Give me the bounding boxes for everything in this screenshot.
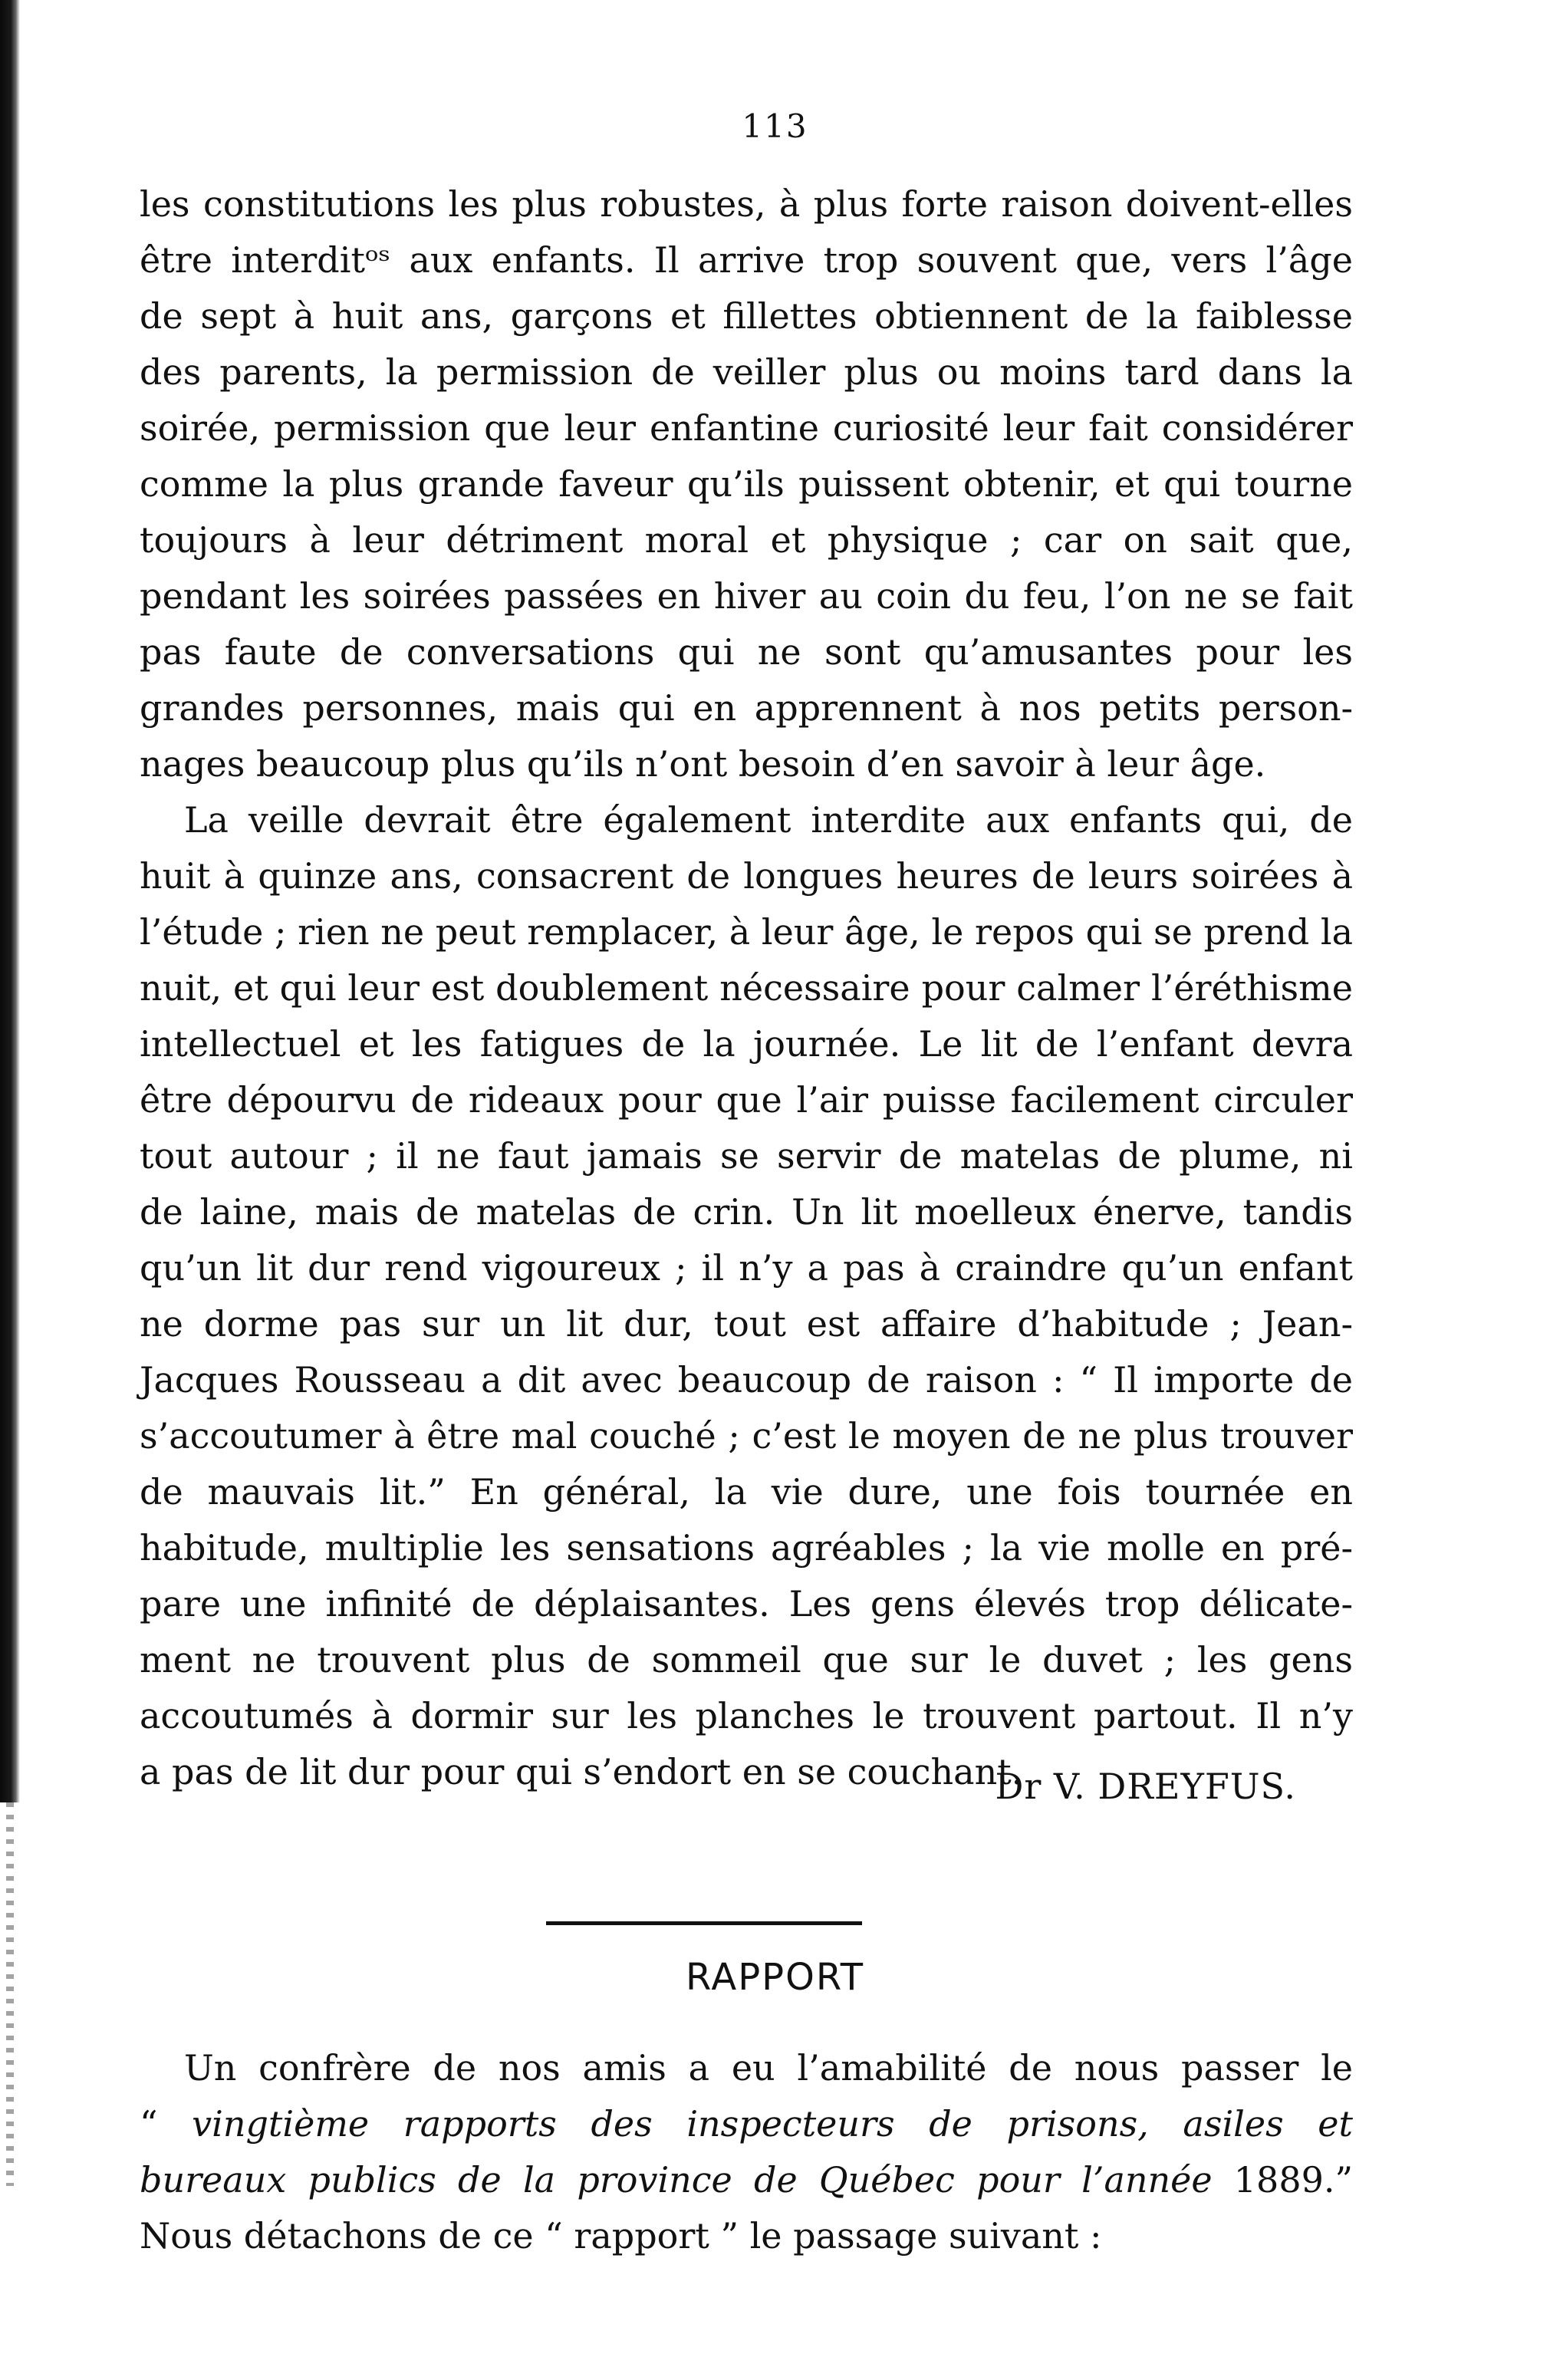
text-line: accoutumés à dormir sur les planches le trouvent partout. Il n’y (140, 1695, 1353, 1736)
text-line: ne dorme pas sur un lit dur, tout est affaire d’habitude ; Jean- (140, 1303, 1353, 1345)
report-year: 1889.” (1212, 2159, 1353, 2201)
text-line (140, 2152, 1353, 2208)
text-line: intellectuel et les fatigues de la journée. Le lit de l’enfant devra (140, 1023, 1353, 1065)
text-line: pare une infinité de déplaisantes. Les gens élevés trop délicate- (140, 1583, 1353, 1625)
text-line: tout autour ; il ne faut jamais se servir de matelas de plume, ni (140, 1135, 1353, 1177)
text-line (140, 2096, 1353, 2152)
text-line: huit à quinze ans, consacrent de longues heures de leurs soirées à (140, 855, 1353, 897)
text-line: toujours à leur détriment moral et physique ; car on sait que, (140, 519, 1353, 561)
book-binding-edge (0, 0, 20, 1802)
text-line: s’accoutumer à être mal couché ; c’est le moyen de ne plus trouver (140, 1415, 1353, 1457)
text-line: nages beaucoup plus qu’ils n’ont besoin d’en savoir à leur âge. (140, 743, 1266, 785)
text-line: de laine, mais de matelas de crin. Un lit moelleux énerve, tandis (140, 1191, 1353, 1233)
text-line: Jacques Rousseau a dit avec beaucoup de raison : “ Il importe de (140, 1359, 1353, 1401)
paragraph-1 (140, 176, 1353, 792)
text-line: Un confrère de nos amis a eu l’amabilité de nous passer le (184, 2047, 1353, 2089)
text-line: a pas de lit dur pour qui s’endort en se couchant. (140, 1751, 1023, 1792)
article-body (140, 176, 1353, 1800)
text-line: comme la plus grande faveur qu’ils puissent obtenir, et qui tourne (140, 463, 1353, 505)
text-line: pendant les soirées passées en hiver au coin du feu, l’on ne se fait (140, 575, 1353, 617)
text-line: les constitutions les plus robustes, à plus forte raison doivent-elles (140, 183, 1353, 225)
text-line: de sept à huit ans, garçons et fillettes obtiennent de la faiblesse (140, 295, 1353, 337)
text-line: être dépourvu de rideaux pour que l’air puisse facilement circuler (140, 1079, 1353, 1121)
text-line: ment ne trouvent plus de sommeil que sur le duvet ; les gens (140, 1639, 1353, 1680)
text-line: La veille devrait être également interdite aux enfants qui, de (184, 799, 1353, 841)
report-title-italic: bureaux publics de la province de Québec pour l’année (140, 2159, 1213, 2201)
text-line: l’étude ; rien ne peut remplacer, à leur âge, le repos qui se prend la (140, 911, 1353, 953)
text-line: grandes personnes, mais qui en apprennent à nos petits person- (140, 687, 1353, 729)
author-signature: Dr V. DREYFUS. (995, 1766, 1296, 1807)
paragraph-2 (140, 792, 1353, 1800)
text-line: être interditᵒˢ aux enfants. Il arrive trop souvent que, vers l’âge (140, 239, 1353, 281)
text-line: habitude, multiplie les sensations agréables ; la vie molle en pré- (140, 1527, 1353, 1569)
text-line: des parents, la permission de veiller plus ou moins tard dans la (140, 351, 1353, 393)
text-line: pas faute de conversations qui ne sont qu’amusantes pour les (140, 631, 1353, 673)
text-line: qu’un lit dur rend vigoureux ; il n’y a pas à craindre qu’un enfant (140, 1247, 1353, 1289)
text-line: Nous détachons de ce “ rapport ” le passage suivant : (140, 2215, 1102, 2257)
page-number: 113 (742, 107, 808, 145)
text-line: soirée, permission que leur enfantine curiosité leur fait considérer (140, 407, 1353, 449)
section-heading: RAPPORT (685, 1956, 865, 1999)
text-line: de mauvais lit.” En général, la vie dure, une fois tournée en (140, 1471, 1353, 1513)
text-line: nuit, et qui leur est doublement nécessaire pour calmer l’éréthisme (140, 967, 1353, 1009)
rapport-paragraph (140, 2040, 1353, 2264)
quote-open: “ (140, 2103, 193, 2145)
report-title-italic: vingtième rapports des inspecteurs de prisons, asiles et (192, 2103, 1354, 2145)
section-divider (546, 1921, 862, 1925)
